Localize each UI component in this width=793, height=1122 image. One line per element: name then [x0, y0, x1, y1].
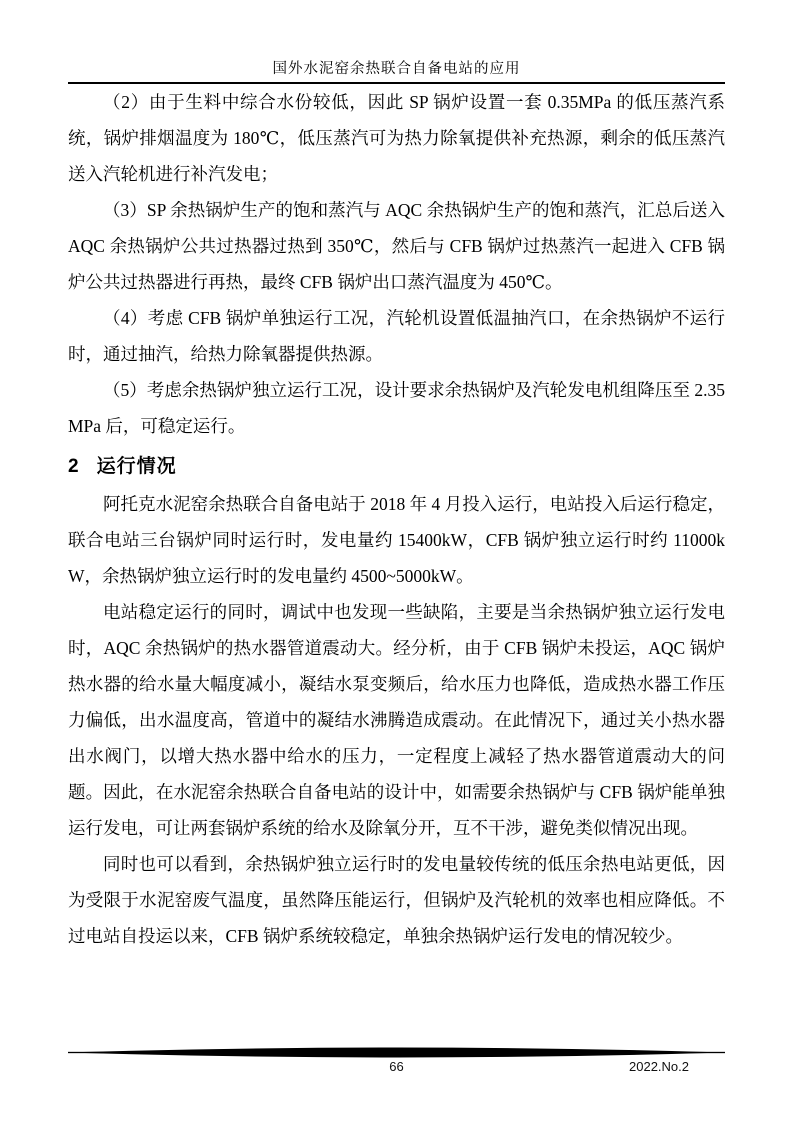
- paragraph-cfb-standalone-condition: （4）考虑 CFB 锅炉单独运行工况，汽轮机设置低温抽汽口，在余热锅炉不运行时，通过抽汽，给热力除氧器提供热源。: [68, 308, 725, 364]
- footer-divider: [68, 1047, 725, 1058]
- paragraph-whr-standalone-condition: （5）考虑余热锅炉独立运行工况，设计要求余热锅炉及汽轮发电机组降压至 2.35MPa 后，可稳定运行。: [68, 380, 725, 436]
- issue-label: 2022.No.2: [629, 1059, 689, 1074]
- section-number: 2: [68, 456, 79, 477]
- paragraph-saturated-steam-superheat: （3）SP 余热锅炉生产的饱和蒸汽与 AQC 余热锅炉生产的饱和蒸汽，汇总后送入 AQC 余热锅炉公共过热器过热到 350℃，然后与 CFB 锅炉过热蒸汽一起进入 CFB 锅炉公共过热器进行再热，最终 CFB 锅炉出口蒸汽温度为 450℃。: [68, 200, 725, 292]
- footer-meta-row: [68, 1058, 725, 1078]
- page-body: [68, 84, 725, 954]
- paragraph-operation-since-2018: 阿托克水泥窑余热联合自备电站于 2018 年 4 月投入运行，电站投入后运行稳定，联合电站三台锅炉同时运行时，发电量约 15400kW，CFB 锅炉独立运行时约 11000kW，余热锅炉独立运行时的发电量约 4500~5000kW。: [68, 494, 725, 586]
- page-number: 66: [389, 1059, 404, 1074]
- page-header: [68, 59, 725, 84]
- paragraph-pipe-vibration-issue: 电站稳定运行的同时，调试中也发现一些缺陷，主要是当余热锅炉独立运行发电时，AQC 余热锅炉的热水器管道震动大。经分析，由于 CFB 锅炉未投运，AQC 锅炉热水器的给水量大幅度减小，凝结水泵变频后，给水压力也降低，造成热水器工作压力偏低，出水温度高，管道中的凝结水沸腾造成震动。在此情况下，通过关小热水器出水阀门，以增大热水器中给水的压力，一定程度上减轻了热水器管道震动大的问题。因此，在水泥窑余热联合自备电站的设计中，如需要余热锅炉与 CFB 锅炉能单独运行发电，可让两套锅炉系统的给水及除氧分开，互不干涉，避免类似情况出现。: [68, 602, 725, 838]
- paragraph-low-pressure-steam-system: （2）由于生料中综合水份较低，因此 SP 锅炉设置一套 0.35MPa 的低压蒸汽系统，锅炉排烟温度为 180℃，低压蒸汽可为热力除氧提供补充热源，剩余的低压蒸汽送入汽轮机进行补汽发电；: [68, 92, 725, 184]
- lens-divider-shape: [68, 1047, 725, 1058]
- section-heading: [68, 450, 725, 484]
- section-title: 运行情况: [96, 456, 177, 477]
- running-header-title: 国外水泥窑余热联合自备电站的应用: [272, 61, 521, 77]
- paragraph-output-comparison: 同时也可以看到，余热锅炉独立运行时的发电量较传统的低压余热电站更低，因为受限于水泥窑废气温度，虽然降压能运行，但锅炉及汽轮机的效率也相应降低。不过电站自投运以来，CFB 锅炉系统较稳定，单独余热锅炉运行发电的情况较少。: [68, 854, 725, 946]
